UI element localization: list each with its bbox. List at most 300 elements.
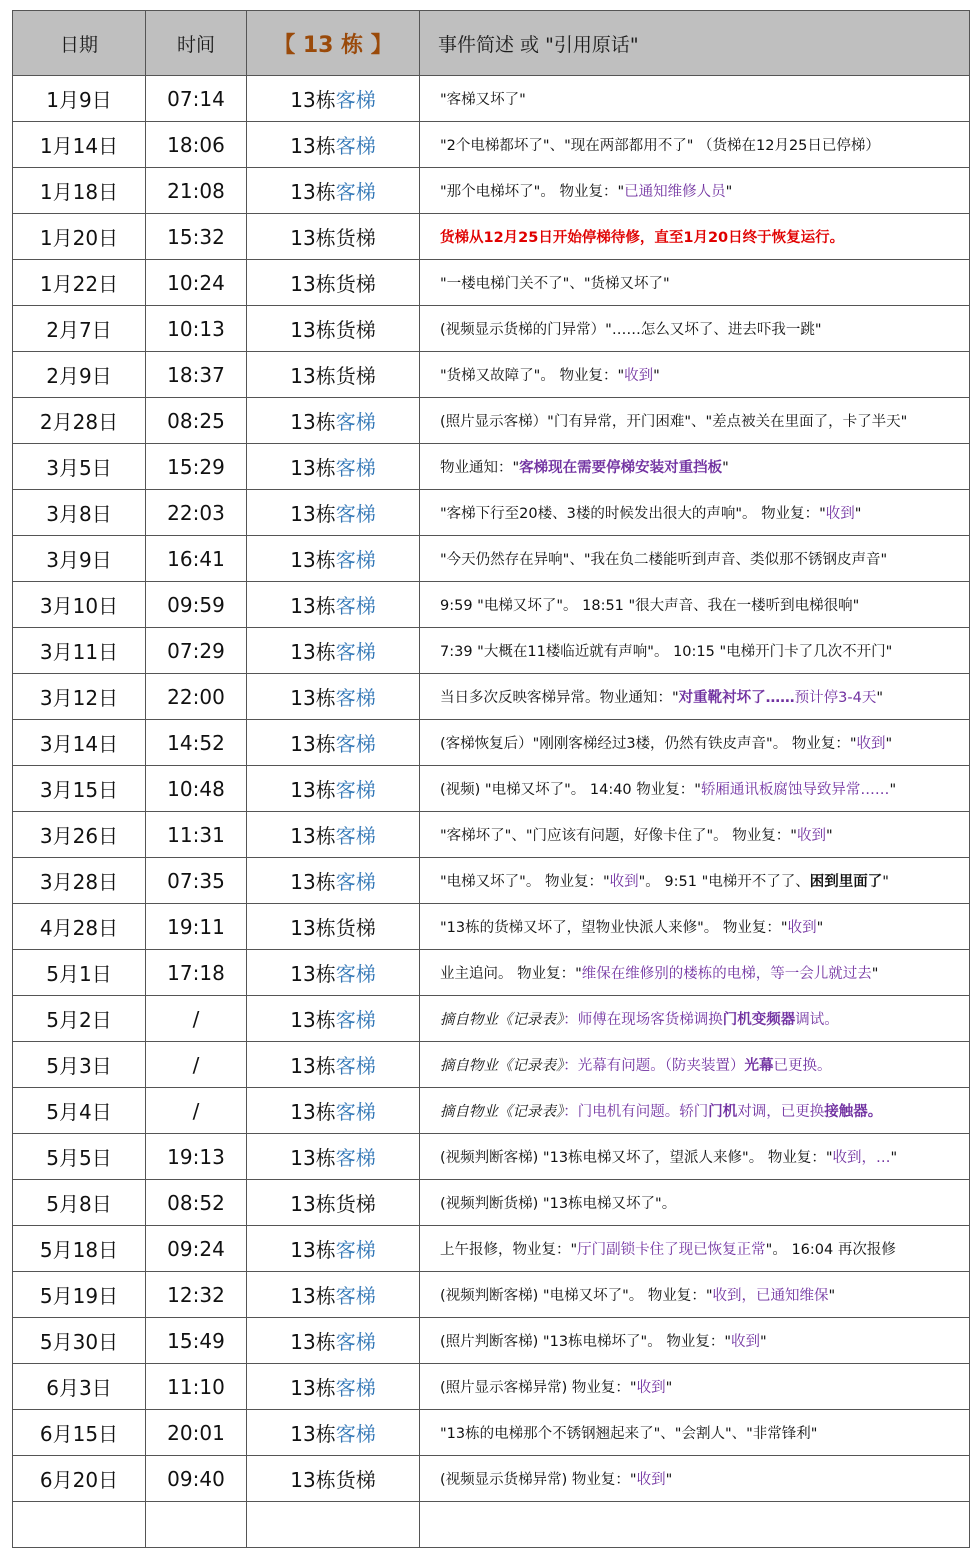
event-text-segment: "客梯下行至20楼、3楼的时候发出很大的声响"。 物业复：" <box>440 506 826 522</box>
cell-event <box>420 122 970 168</box>
cell-time: / <box>146 996 247 1042</box>
cell-building <box>247 444 420 490</box>
event-text-segment: ：光幕有问题。（防夹装置） <box>563 1058 745 1074</box>
building-label: 13栋 <box>290 1422 336 1446</box>
lift-type-label: 客梯 <box>335 778 376 802</box>
building-label: 13栋 <box>290 1008 336 1032</box>
cell-date: 6月20日 <box>13 1456 146 1502</box>
cell-building <box>247 950 420 996</box>
lift-type-label: 客梯 <box>335 594 376 618</box>
building-label: 13栋 <box>290 410 336 434</box>
cell-building <box>247 858 420 904</box>
cell-building <box>247 76 420 122</box>
cell-time: 08:25 <box>146 398 247 444</box>
cell-date: 3月28日 <box>13 858 146 904</box>
building-label: 13栋 <box>290 548 336 572</box>
cell-time: 09:59 <box>146 582 247 628</box>
cell-time: 19:13 <box>146 1134 247 1180</box>
building-label: 13栋 <box>290 1376 336 1400</box>
building-label: 13栋 <box>290 226 336 250</box>
lift-type-label: 客梯 <box>335 1376 376 1400</box>
cell-event <box>420 260 970 306</box>
cell-date: 2月28日 <box>13 398 146 444</box>
event-text-segment: " <box>653 368 660 384</box>
table-row <box>13 766 970 812</box>
cell-time: 09:24 <box>146 1226 247 1272</box>
event-text-segment: 对调，已更换 <box>737 1104 825 1120</box>
table-body <box>13 76 970 1548</box>
cell-time: 22:00 <box>146 674 247 720</box>
table-row <box>13 1226 970 1272</box>
cell-building <box>247 1364 420 1410</box>
table-row <box>13 720 970 766</box>
cell-building <box>247 1410 420 1456</box>
elevator-incident-table <box>12 10 970 1548</box>
event-text-segment: " <box>722 460 729 476</box>
cell-time: 21:08 <box>146 168 247 214</box>
table-row <box>13 950 970 996</box>
building-label: 13栋 <box>290 824 336 848</box>
event-text-segment: "今天仍然存在异响"、"我在负二楼能听到声音、类似那不锈钢皮声音" <box>440 552 888 568</box>
header-building: 【 13 栋 】 <box>247 11 420 76</box>
table-row <box>13 490 970 536</box>
event-text-segment: 收到，已通知维保 <box>712 1288 829 1304</box>
event-text-segment: "客梯又坏了" <box>440 92 526 108</box>
table-row <box>13 1180 970 1226</box>
cell-date: 5月5日 <box>13 1134 146 1180</box>
event-text-segment: " <box>825 828 833 844</box>
table-row <box>13 1088 970 1134</box>
building-label: 13栋 <box>290 134 336 158</box>
event-text-segment: 已通知维修人员 <box>624 184 726 200</box>
cell-date: 1月14日 <box>13 122 146 168</box>
lift-type-label: 客梯 <box>335 1008 376 1032</box>
event-text-segment: 调试。 <box>795 1012 839 1028</box>
lift-type-label: 客梯 <box>335 1146 376 1170</box>
event-text-segment: (照片显示客梯）"门有异常，开门困难"、"差点被关在里面了，卡了半天" <box>440 414 908 430</box>
lift-type-label: 货梯 <box>335 364 376 388</box>
cell-time: 07:14 <box>146 76 247 122</box>
event-text-segment: " <box>882 874 889 890</box>
building-label: 13栋 <box>290 1054 336 1078</box>
cell-building <box>247 904 420 950</box>
cell-date: 5月1日 <box>13 950 146 996</box>
lift-type-label: 客梯 <box>335 410 376 434</box>
building-label: 13栋 <box>290 732 336 756</box>
lift-type-label: 货梯 <box>335 226 376 250</box>
event-text-segment: 收到 <box>609 874 639 890</box>
lift-type-label: 货梯 <box>335 318 376 342</box>
cell-event <box>420 674 970 720</box>
cell-time: 10:13 <box>146 306 247 352</box>
table-row <box>13 122 970 168</box>
lift-type-label: 客梯 <box>335 686 376 710</box>
lift-type-label: 客梯 <box>335 1330 376 1354</box>
cell-building <box>247 766 420 812</box>
cell-date: 5月30日 <box>13 1318 146 1364</box>
table-row <box>13 444 970 490</box>
building-label: 13栋 <box>290 1330 336 1354</box>
cell-date: 3月9日 <box>13 536 146 582</box>
table-row <box>13 996 970 1042</box>
lift-type-label: 客梯 <box>335 88 376 112</box>
event-text-segment: 门机变频器 <box>722 1012 796 1028</box>
event-text-segment: " <box>854 506 862 522</box>
cell-time: 15:49 <box>146 1318 247 1364</box>
lift-type-label: 客梯 <box>335 640 376 664</box>
building-label: 13栋 <box>290 1468 336 1492</box>
cell-building <box>247 490 420 536</box>
event-text-segment: (视频判断客梯) "电梯又坏了"。 物业复：" <box>440 1288 713 1304</box>
lift-type-label: 客梯 <box>335 134 376 158</box>
table-row <box>13 260 970 306</box>
cell-building <box>247 214 420 260</box>
cell-date: 2月7日 <box>13 306 146 352</box>
lift-type-label: 客梯 <box>335 1238 376 1262</box>
table-row <box>13 214 970 260</box>
cell-building <box>247 1272 420 1318</box>
event-text-segment: "客梯坏了"、"门应该有问题，好像卡住了"。 物业复：" <box>440 828 797 844</box>
event-text-segment: 收到 <box>796 828 826 844</box>
building-label: 13栋 <box>290 962 336 986</box>
event-text-segment: 预计停3-4天 <box>794 690 877 706</box>
event-text-segment: 客梯现在需要停梯安装对重挡板 <box>519 460 723 476</box>
cell-event <box>420 1272 970 1318</box>
table-row <box>13 352 970 398</box>
event-text-segment: 已更换。 <box>773 1058 832 1074</box>
event-text-segment: "一楼电梯门关不了"、"货梯又坏了" <box>440 276 670 292</box>
lift-type-label: 客梯 <box>335 180 376 204</box>
cell-time: 10:48 <box>146 766 247 812</box>
cell-event <box>420 1088 970 1134</box>
cell-building <box>247 1502 420 1548</box>
event-text-segment: " <box>889 782 897 798</box>
lift-type-label: 客梯 <box>335 732 376 756</box>
table-row <box>13 536 970 582</box>
lift-type-label: 货梯 <box>335 1192 376 1216</box>
cell-time: 18:37 <box>146 352 247 398</box>
cell-date: 5月4日 <box>13 1088 146 1134</box>
cell-building <box>247 352 420 398</box>
lift-type-label: 客梯 <box>335 456 376 480</box>
cell-time: 07:35 <box>146 858 247 904</box>
cell-event <box>420 76 970 122</box>
building-label: 13栋 <box>290 502 336 526</box>
cell-building <box>247 536 420 582</box>
event-text-segment: 光幕 <box>744 1058 774 1074</box>
event-text-segment: ：师傅在现场客货梯调换 <box>563 1012 723 1028</box>
event-text-segment: "。 9:51 "电梯开不了了、 <box>638 874 810 890</box>
event-text-segment: "那个电梯坏了"。 物业复：" <box>440 184 625 200</box>
cell-building <box>247 1456 420 1502</box>
table-row <box>13 76 970 122</box>
building-label: 13栋 <box>290 364 336 388</box>
event-text-segment: 7:39 "大概在11楼临近就有声响"。 10:15 "电梯开门卡了几次不开门" <box>440 644 893 660</box>
event-text-segment: " <box>665 1472 673 1488</box>
cell-building <box>247 812 420 858</box>
event-text-segment: 轿厢通讯板腐蚀导致异常…… <box>700 782 890 798</box>
cell-event <box>420 1364 970 1410</box>
cell-time: / <box>146 1042 247 1088</box>
building-label: 13栋 <box>290 318 336 342</box>
event-text-segment: 收到 <box>825 506 855 522</box>
event-text-segment: " <box>876 690 884 706</box>
table-row <box>13 1318 970 1364</box>
lift-type-label: 客梯 <box>335 1100 376 1124</box>
cell-building <box>247 1134 420 1180</box>
building-label: 13栋 <box>290 272 336 296</box>
cell-event <box>420 1180 970 1226</box>
building-label: 13栋 <box>290 640 336 664</box>
table-row <box>13 812 970 858</box>
building-label: 13栋 <box>290 1146 336 1170</box>
event-text-segment: 困到里面了 <box>809 874 883 890</box>
table-row <box>13 398 970 444</box>
building-label: 13栋 <box>290 456 336 480</box>
cell-event <box>420 766 970 812</box>
lift-type-label: 货梯 <box>335 916 376 940</box>
building-label: 13栋 <box>290 1192 336 1216</box>
event-text-segment: 收到 <box>731 1334 760 1350</box>
event-text-segment: ：门电机有问题。轿门 <box>563 1104 709 1120</box>
cell-event <box>420 1226 970 1272</box>
event-text-segment: 当日多次反映客梯异常。物业通知：" <box>440 690 679 706</box>
building-label: 13栋 <box>290 870 336 894</box>
event-text-segment: " <box>816 920 824 936</box>
cell-building <box>247 122 420 168</box>
table-row <box>13 306 970 352</box>
event-text-segment: " <box>760 1334 767 1350</box>
event-text-segment: 摘自物业《记录表》 <box>440 1104 564 1120</box>
cell-building <box>247 996 420 1042</box>
cell-event <box>420 490 970 536</box>
cell-event <box>420 1502 970 1548</box>
cell-event <box>420 1134 970 1180</box>
cell-time: 19:11 <box>146 904 247 950</box>
table-header-row <box>13 11 970 76</box>
event-text-segment: " <box>890 1150 898 1166</box>
lift-type-label: 客梯 <box>335 502 376 526</box>
header-time: 时间 <box>146 11 247 76</box>
building-label: 13栋 <box>290 1284 336 1308</box>
lift-type-label: 客梯 <box>335 870 376 894</box>
cell-date: 3月12日 <box>13 674 146 720</box>
event-text-segment: " <box>828 1288 836 1304</box>
event-text-segment: 上午报修，物业复：" <box>440 1242 578 1258</box>
cell-date: 3月5日 <box>13 444 146 490</box>
event-text-segment: 收到 <box>787 920 817 936</box>
building-label: 13栋 <box>290 180 336 204</box>
event-text-segment: 接触器。 <box>824 1104 883 1120</box>
cell-time: / <box>146 1088 247 1134</box>
event-text-segment: (视频) "电梯又坏了"。 14:40 物业复：" <box>440 782 701 798</box>
building-label: 13栋 <box>290 1238 336 1262</box>
event-text-segment: "货梯又故障了"。 物业复：" <box>440 368 625 384</box>
event-text-segment: 收到 <box>856 736 886 752</box>
event-text-segment: "13栋的货梯又坏了，望物业快派人来修"。 物业复：" <box>440 920 788 936</box>
cell-building <box>247 260 420 306</box>
cell-time: 17:18 <box>146 950 247 996</box>
cell-event <box>420 720 970 766</box>
cell-time: 18:06 <box>146 122 247 168</box>
event-text-segment: 收到 <box>624 368 654 384</box>
table-row <box>13 904 970 950</box>
cell-event <box>420 536 970 582</box>
cell-building <box>247 1226 420 1272</box>
cell-date: 2月9日 <box>13 352 146 398</box>
cell-date: 1月18日 <box>13 168 146 214</box>
table-row <box>13 628 970 674</box>
building-label: 13栋 <box>290 1100 336 1124</box>
cell-date: 5月3日 <box>13 1042 146 1088</box>
cell-event <box>420 950 970 996</box>
building-label: 13栋 <box>290 778 336 802</box>
event-text-segment: 摘自物业《记录表》 <box>440 1058 564 1074</box>
event-text-segment: 维保在维修别的楼栋的电梯，等一会儿就过去 <box>581 966 872 982</box>
event-text-segment: "2个电梯都坏了"、"现在两部都用不了" （货梯在12月25日已停梯） <box>440 138 880 154</box>
event-text-segment: 收到，… <box>832 1150 891 1166</box>
event-text-segment: (视频显示货梯异常) 物业复：" <box>440 1472 637 1488</box>
cell-date: 5月8日 <box>13 1180 146 1226</box>
cell-event <box>420 858 970 904</box>
table-row <box>13 582 970 628</box>
cell-building <box>247 1088 420 1134</box>
lift-type-label: 货梯 <box>335 272 376 296</box>
event-text-segment: " <box>871 966 879 982</box>
cell-time: 11:10 <box>146 1364 247 1410</box>
event-text-segment: " <box>725 184 733 200</box>
cell-date: 5月19日 <box>13 1272 146 1318</box>
event-text-segment: (视频判断货梯) "13栋电梯又坏了"。 <box>440 1196 677 1212</box>
cell-time: 07:29 <box>146 628 247 674</box>
cell-building <box>247 398 420 444</box>
event-text-segment: (照片显示客梯异常) 物业复：" <box>440 1380 637 1396</box>
cell-date <box>13 1502 146 1548</box>
lift-type-label: 客梯 <box>335 1054 376 1078</box>
cell-time: 15:29 <box>146 444 247 490</box>
cell-time: 10:24 <box>146 260 247 306</box>
building-label: 13栋 <box>290 88 336 112</box>
event-text-segment: "13栋的电梯那个不锈钢翘起来了"、"会割人"、"非常锋利" <box>440 1426 818 1442</box>
cell-building <box>247 306 420 352</box>
cell-date: 3月14日 <box>13 720 146 766</box>
cell-event <box>420 812 970 858</box>
table-row <box>13 168 970 214</box>
table-row <box>13 1456 970 1502</box>
cell-date: 1月20日 <box>13 214 146 260</box>
cell-time: 08:52 <box>146 1180 247 1226</box>
cell-time: 14:52 <box>146 720 247 766</box>
building-label: 13栋 <box>290 594 336 618</box>
cell-building <box>247 168 420 214</box>
cell-event <box>420 1318 970 1364</box>
cell-event <box>420 1456 970 1502</box>
cell-time: 09:40 <box>146 1456 247 1502</box>
cell-building <box>247 582 420 628</box>
lift-type-label: 客梯 <box>335 824 376 848</box>
table-row <box>13 1134 970 1180</box>
event-text-segment: (视频显示货梯的门异常）"……怎么又坏了、进去吓我一跳" <box>440 322 822 338</box>
event-text-segment: "。 16:04 再次报修 <box>765 1242 896 1258</box>
event-text-segment: 收到 <box>636 1472 666 1488</box>
cell-event <box>420 168 970 214</box>
table-row <box>13 674 970 720</box>
event-text-segment: "电梯又坏了"。 物业复：" <box>440 874 610 890</box>
lift-type-label: 客梯 <box>335 1422 376 1446</box>
cell-event <box>420 904 970 950</box>
cell-event <box>420 352 970 398</box>
cell-date: 3月11日 <box>13 628 146 674</box>
cell-time: 16:41 <box>146 536 247 582</box>
cell-building <box>247 1180 420 1226</box>
cell-time: 22:03 <box>146 490 247 536</box>
building-label: 13栋 <box>290 686 336 710</box>
event-text-segment: 摘自物业《记录表》 <box>440 1012 564 1028</box>
event-text-segment: 收到 <box>636 1380 666 1396</box>
lift-type-label: 货梯 <box>335 1468 376 1492</box>
header-date: 日期 <box>13 11 146 76</box>
event-text-segment: 业主追问。 物业复：" <box>440 966 582 982</box>
cell-date: 6月3日 <box>13 1364 146 1410</box>
event-text-segment: 货梯从12月25日开始停梯待修，直至1月20日终于恢复运行。 <box>440 230 845 246</box>
cell-building <box>247 1042 420 1088</box>
cell-event <box>420 628 970 674</box>
cell-date: 5月18日 <box>13 1226 146 1272</box>
event-text-segment: (客梯恢复后）"刚刚客梯经过3楼，仍然有铁皮声音"。 物业复：" <box>440 736 857 752</box>
event-text-segment: 物业通知：" <box>440 460 520 476</box>
table-row <box>13 1042 970 1088</box>
cell-building <box>247 1318 420 1364</box>
event-text-segment: " <box>885 736 893 752</box>
cell-event <box>420 306 970 352</box>
table-row <box>13 858 970 904</box>
cell-date: 3月8日 <box>13 490 146 536</box>
cell-time: 15:32 <box>146 214 247 260</box>
cell-building <box>247 720 420 766</box>
building-label: 13栋 <box>290 916 336 940</box>
event-text-segment: (视频判断客梯) "13栋电梯又坏了，望派人来修"。 物业复：" <box>440 1150 833 1166</box>
event-text-segment: 厅门副锁卡住了现已恢复正常 <box>577 1242 766 1258</box>
cell-time: 20:01 <box>146 1410 247 1456</box>
cell-date: 4月28日 <box>13 904 146 950</box>
table-row <box>13 1364 970 1410</box>
cell-building <box>247 674 420 720</box>
cell-date: 5月2日 <box>13 996 146 1042</box>
lift-type-label: 客梯 <box>335 1284 376 1308</box>
lift-type-label: 客梯 <box>335 962 376 986</box>
cell-event <box>420 996 970 1042</box>
cell-date: 6月15日 <box>13 1410 146 1456</box>
cell-event <box>420 1042 970 1088</box>
event-text-segment: 9:59 "电梯又坏了"。 18:51 "很大声音、我在一楼听到电梯很响" <box>440 598 860 614</box>
event-text-segment: 门机 <box>708 1104 738 1120</box>
cell-date: 3月10日 <box>13 582 146 628</box>
cell-time <box>146 1502 247 1548</box>
table-row <box>13 1272 970 1318</box>
event-text-segment: 对重靴衬坏了…… <box>678 690 795 706</box>
cell-building <box>247 628 420 674</box>
cell-date: 3月26日 <box>13 812 146 858</box>
cell-event <box>420 444 970 490</box>
cell-time: 11:31 <box>146 812 247 858</box>
cell-event <box>420 582 970 628</box>
lift-type-label: 客梯 <box>335 548 376 572</box>
cell-date: 1月9日 <box>13 76 146 122</box>
cell-event <box>420 398 970 444</box>
event-text-segment: (照片判断客梯) "13栋电梯坏了"。 物业复：" <box>440 1334 731 1350</box>
table-row <box>13 1410 970 1456</box>
cell-date: 1月22日 <box>13 260 146 306</box>
